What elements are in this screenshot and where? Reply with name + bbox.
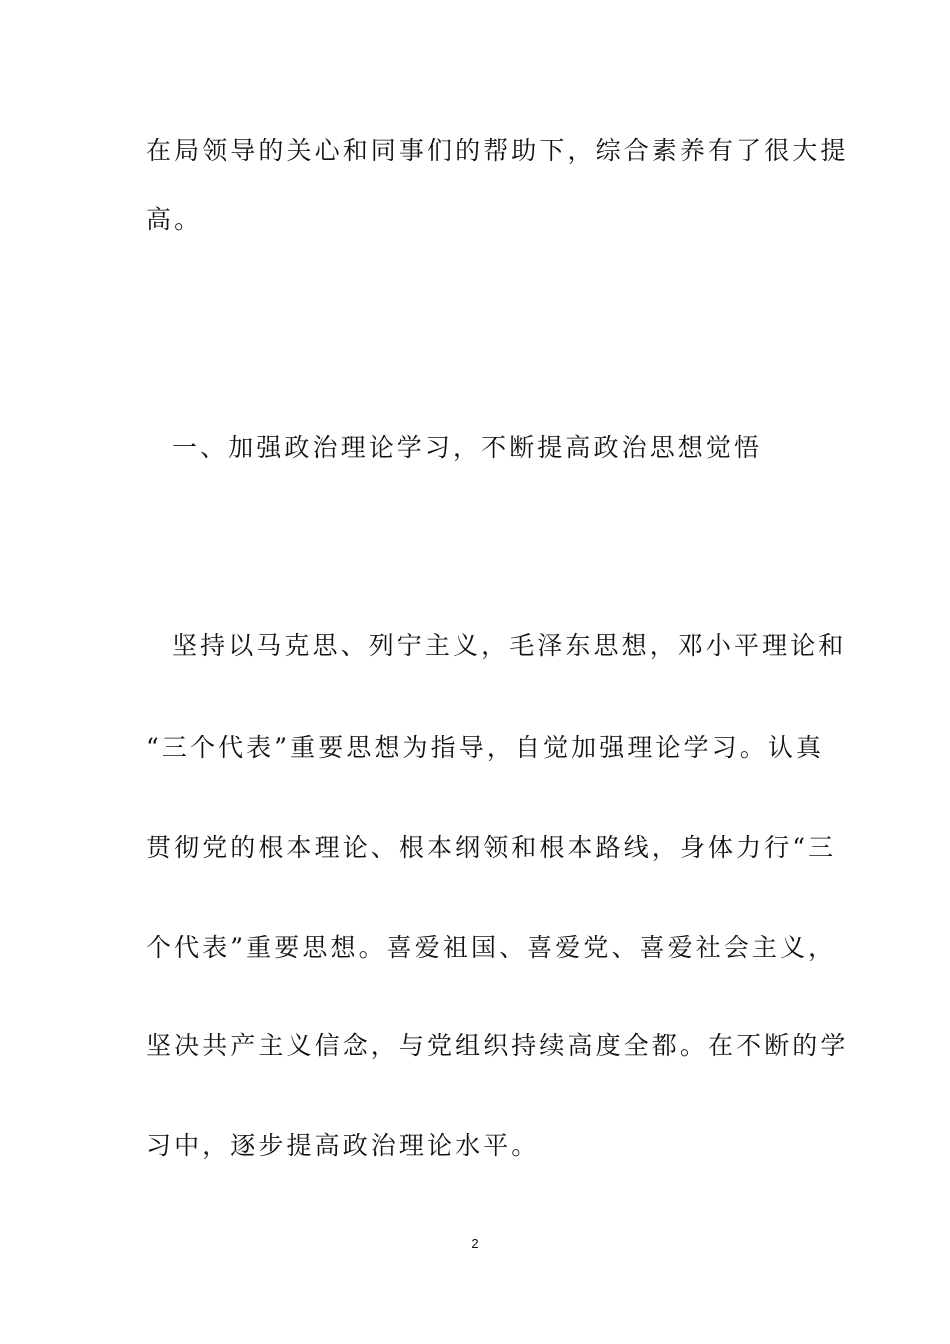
- section-heading: 一、加强政治理论学习，不断提高政治思想觉悟: [172, 433, 763, 462]
- paragraph-2-line-5: 坚决共产主义信念，与党组织持续高度全都。在不断的学: [146, 1031, 849, 1060]
- paragraph-2-line-2: “三个代表”重要思想为指导，自觉加强理论学习。认真: [146, 733, 825, 762]
- page-number: 2: [471, 1236, 479, 1251]
- paragraph-2-line-3: 贯彻党的根本理论、根本纲领和根本路线，身体力行“三: [146, 833, 837, 862]
- paragraph-2-line-4: 个代表”重要思想。喜爱祖国、喜爱党、喜爱社会主义，: [146, 933, 837, 962]
- paragraph-1-line-1: 在局领导的关心和同事们的帮助下，综合素养有了很大提: [146, 136, 849, 165]
- paragraph-1-line-2: 高。: [146, 205, 203, 234]
- paragraph-2-line-1: 坚持以马克思、列宁主义，毛泽东思想，邓小平理论和: [172, 631, 847, 660]
- paragraph-2-line-6: 习中，逐步提高政治理论水平。: [146, 1131, 540, 1160]
